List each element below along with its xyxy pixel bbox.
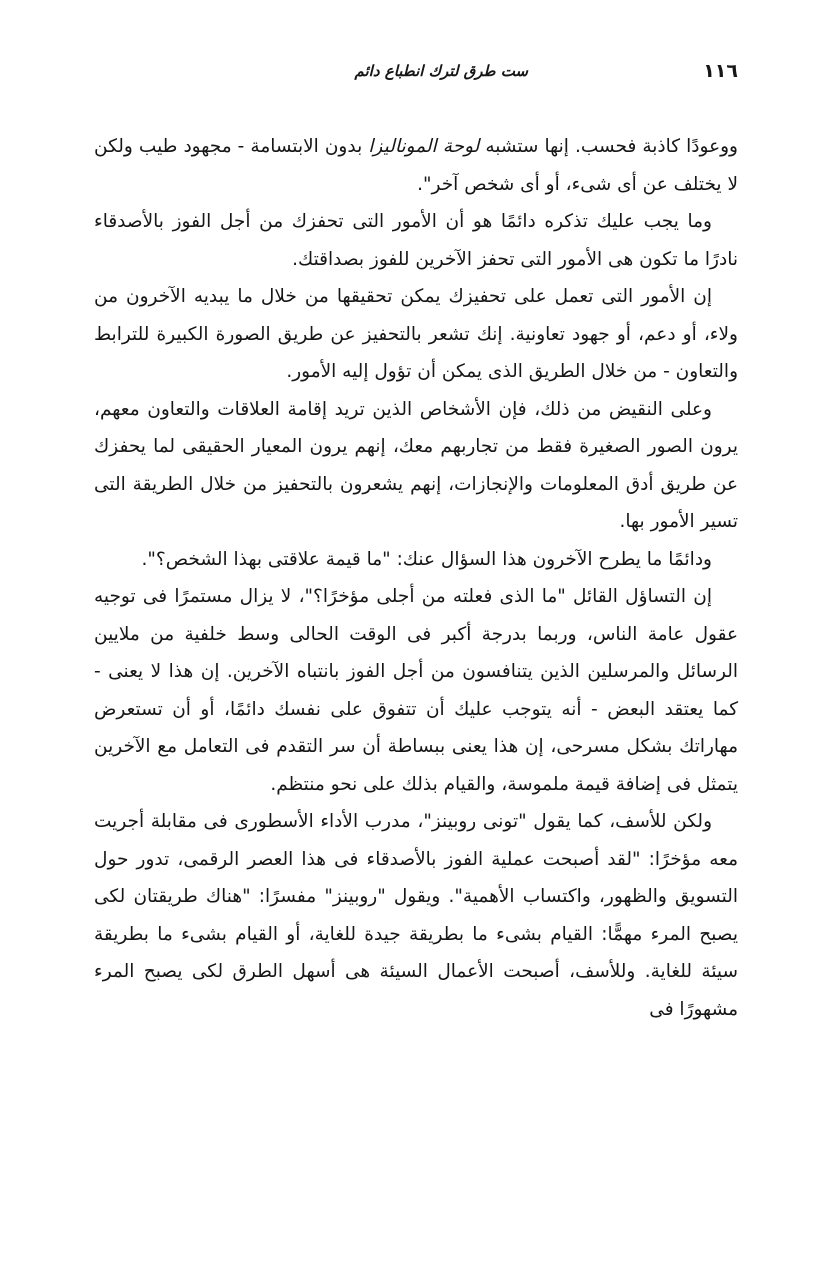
paragraph (94, 203, 738, 278)
paragraph (94, 128, 738, 203)
paragraph-text: ووعودًا كاذبة فحسب. إنها ستشبه (479, 136, 738, 157)
paragraph-text: وما يجب عليك تذكره دائمًا هو أن الأمور التى تحفزك من أجل الفوز بالأصدقاء نادرًا ما تكون هى الأمور التى تحفز الآخرين للفوز بصداقتك. (94, 211, 738, 270)
paragraph (94, 278, 738, 391)
page-number: ١١٦ (703, 60, 738, 82)
paragraph (94, 803, 738, 1028)
paragraph-text: وعلى النقيض من ذلك، فإن الأشخاص الذين تريد إقامة العلاقات والتعاون معهم، يرون الصور الصغيرة فقط من تجاربهم معك، إنهم يرون المعيار الحقيقى لما يحفزك عن طريق أدق المعلومات والإنجازات، إنهم يشعرون بالتحفيز من خلال الطريقة التى تسير الأمور بها. (94, 398, 738, 532)
paragraph (94, 541, 738, 579)
running-title: ست طرق لترك انطباع دائم (354, 62, 528, 80)
paragraph-text: إن الأمور التى تعمل على تحفيزك يمكن تحقيقها من خلال ما يبديه الآخرون من ولاء، أو دعم، أو جهود تعاونية. إنك تشعر بالتحفيز عن طريق الصورة الكبيرة للترابط والتعاون - من خلال الطريق الذى يمكن أن تؤول إليه الأمور. (94, 286, 738, 382)
paragraph (94, 391, 738, 541)
paragraph-text: إن التساؤل القائل "ما الذى فعلته من أجلى مؤخرًا؟"، لا يزال مستمرًا فى توجيه عقول عامة الناس، وربما بدرجة أكبر فى الوقت الحالى وسط خلفية من ملايين الرسائل والمرسلين الذين يتنافسون من أجل الفوز بانتباه الآخرين. إن هذا لا يعنى - كما يعتقد البعض - أنه يتوجب عليك أن تتفوق على نفسك دائمًا، أو أن تستعرض مهاراتك بشكل مسرحى، إن هذا يعنى ببساطة أن سر التقدم فى التعامل مع الآخرين يتمثل فى إضافة قيمة ملموسة، والقيام بذلك على نحو منتظم. (94, 586, 738, 795)
page-header (90, 60, 738, 90)
paragraph-text: ودائمًا ما يطرح الآخرون هذا السؤال عنك: "ما قيمة علاقتى بهذا الشخص؟". (141, 548, 712, 570)
paragraph (94, 578, 738, 803)
paragraph-text: بدون الابتسامة - مجهود طيب ولكن لا يختلف عن أى شىء، أو أى شخص آخر". (94, 136, 738, 195)
body-text (94, 128, 738, 1028)
artwork-title: لوحة الموناليزا (368, 136, 480, 157)
paragraph-text: ولكن للأسف، كما يقول "تونى روبينز"، مدرب الأداء الأسطورى فى مقابلة أجريت معه مؤخرًا: "لقد أصبحت عملية الفوز بالأصدقاء فى هذا العصر الرقمى، تدور حول التسويق والظهور، واكتساب الأهمية". ويقول "روبينز" مفسرًا: "هناك طريقتان لكى يصبح المرء مهمًّا: القيام بشىء ما بطريقة جيدة للغاية، أو القيام بشىء ما بطريقة سيئة للغاية. وللأسف، أصبحت الأعمال السيئة هى أسهل الطرق لكى يصبح المرء مشهورًا فى (94, 811, 738, 1020)
